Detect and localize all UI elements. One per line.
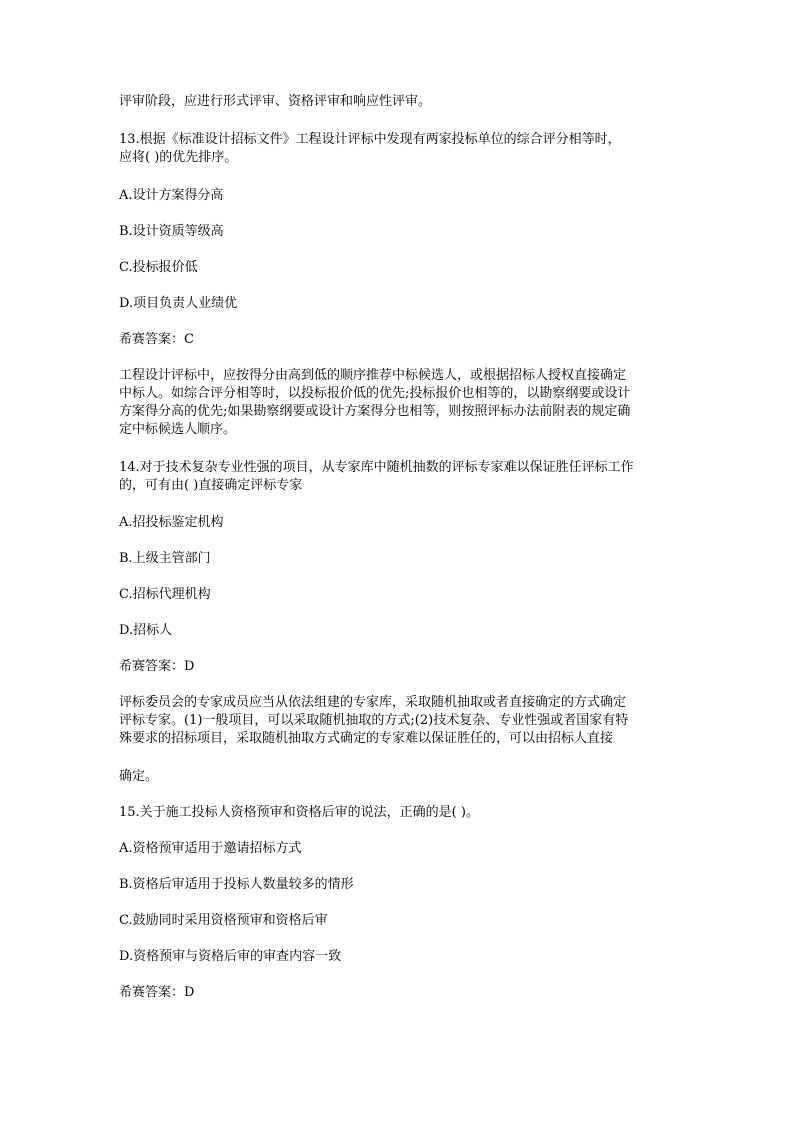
text-line: 确定。 — [119, 769, 159, 784]
option-b — [119, 876, 354, 894]
text-line: 15.关于施工投标人资格预审和资格后审的说法，正确的是( )。 — [119, 805, 479, 820]
text-line: D.招标人 — [119, 623, 173, 638]
text-line: B.资格后审适用于投标人数量较多的情形 — [119, 877, 354, 892]
text-line: 13.根据《标准设计招标文件》工程设计评标中发现有两家投标单位的综合评分相等时， — [119, 132, 621, 147]
option-c — [119, 912, 328, 930]
text-line: 工程设计评标中，应按得分由高到低的顺序推荐中标候选人，或根据招标人授权直接确定 — [119, 368, 627, 383]
option-b — [119, 223, 224, 241]
question-15 — [119, 804, 479, 822]
text-line: 希赛答案：D — [119, 659, 195, 674]
answer — [119, 331, 194, 349]
text-line: 评标专家。(1)一般项目，可以采取随机抽取的方式;(2)技术复杂、专业性强或者国家有特 — [119, 713, 629, 728]
text-line: D.项目负责人业绩优 — [119, 296, 238, 311]
text-line: 应将( )的优先排序。 — [119, 150, 238, 165]
option-c — [119, 586, 211, 604]
option-d — [119, 948, 341, 966]
explanation — [119, 694, 628, 748]
option-a — [119, 514, 224, 532]
text-line: A.招投标鉴定机构 — [119, 515, 224, 530]
text-line: 方案得分高的优先;如果勘察纲要或设计方案得分也相等，则按照评标办法前附表的规定确 — [119, 404, 631, 419]
text-line: 希赛答案：D — [119, 985, 195, 1000]
text-line: C.投标报价低 — [119, 260, 198, 275]
paragraph — [119, 93, 431, 111]
text-line: C.招标代理机构 — [119, 587, 211, 602]
question-14 — [119, 459, 634, 495]
option-b — [119, 550, 211, 568]
text-line: A.设计方案得分高 — [119, 188, 224, 203]
paragraph — [119, 768, 158, 786]
text-line: 定中标候选人顺序。 — [119, 422, 237, 437]
option-a — [119, 187, 224, 205]
answer — [119, 984, 194, 1002]
option-d — [119, 622, 172, 640]
question-13 — [119, 131, 621, 167]
text-line: D.资格预审与资格后审的审查内容一致 — [119, 949, 342, 964]
explanation — [119, 367, 630, 439]
text-line: B.上级主管部门 — [119, 551, 211, 566]
text-line: A.资格预审适用于邀请招标方式 — [119, 841, 302, 856]
text-line: 评标委员会的专家成员应当从依法组建的专家库，采取随机抽取或者直接确定的方式确定 — [119, 695, 627, 710]
text-line: 14.对于技术复杂专业性强的项目，从专家库中随机抽数的评标专家难以保证胜任评标工作 — [119, 460, 634, 475]
option-c — [119, 259, 198, 277]
text-line: 的，可有由( )直接确定评标专家 — [119, 478, 303, 493]
text-line: 殊要求的招标项目，采取随机抽取方式确定的专家难以保证胜任的，可以由招标人直接 — [119, 731, 614, 746]
option-a — [119, 840, 302, 858]
option-d — [119, 295, 237, 313]
text-line: C.鼓励同时采用资格预审和资格后审 — [119, 913, 328, 928]
text-line: B.设计资质等级高 — [119, 224, 224, 239]
text-line: 希赛答案：C — [119, 332, 194, 347]
text-line: 中标人。如综合评分相等时，以投标报价低的优先;投标报价也相等的，以勘察纲要或设计 — [119, 386, 631, 401]
answer — [119, 658, 194, 676]
text-line: 评审阶段，应进行形式评审、资格评审和响应性评审。 — [119, 94, 432, 109]
